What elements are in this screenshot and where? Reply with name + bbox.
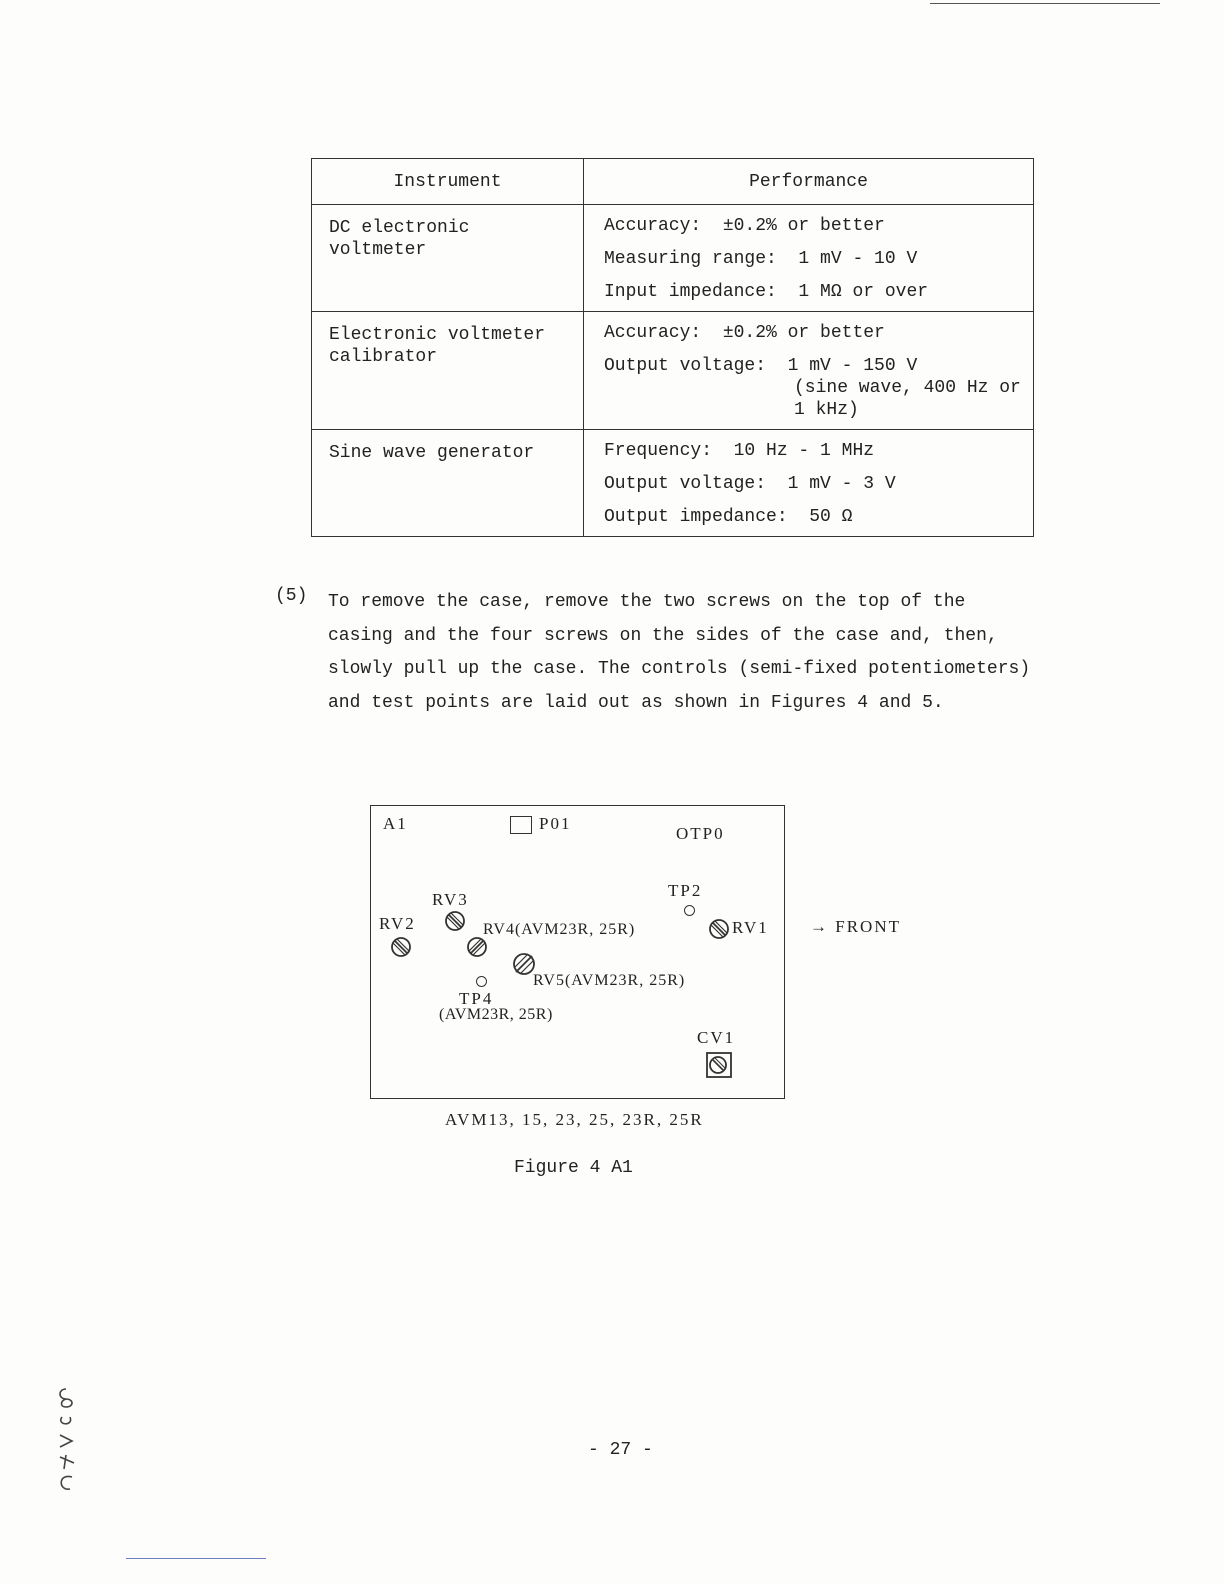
performance-continuation: (sine wave, 400 Hz or [794, 378, 1021, 398]
potentiometer-rv4-icon [466, 936, 488, 958]
connector-p01-icon [510, 816, 532, 834]
header-instrument: Instrument [312, 159, 584, 205]
label-tp4-note: (AVM23R, 25R) [439, 1006, 553, 1023]
header-performance: Performance [584, 159, 1034, 205]
performance-cell [584, 430, 1034, 537]
performance-line: Measuring range: 1 mV - 10 V [604, 249, 918, 269]
label-tp4: TP4 [459, 989, 494, 1008]
instrument-line: Electronic voltmeter [329, 325, 546, 345]
performance-line: Frequency: 10 Hz - 1 MHz [604, 441, 875, 461]
label-p01: P01 [539, 814, 572, 833]
performance-line: Accuracy: ±0.2% or better [604, 323, 885, 343]
table-header-row [312, 159, 1034, 205]
board-label: A1 [383, 814, 408, 833]
bottom-rule [126, 1558, 266, 1559]
testpoint-tp4-icon [476, 976, 487, 987]
label-rv3: RV3 [432, 890, 469, 909]
paragraph-line: casing and the four screws on the sides of the case and, then, [328, 625, 998, 646]
performance-cell [584, 312, 1034, 430]
figure-models: AVM13, 15, 23, 25, 23R, 25R [445, 1110, 704, 1129]
instrument-cell [312, 430, 584, 537]
instrument-cell [312, 312, 584, 430]
label-rv1: RV1 [732, 918, 769, 937]
board-diagram [370, 805, 785, 1099]
top-rule [930, 3, 1160, 4]
page-number: - 27 - [588, 1440, 653, 1460]
potentiometer-rv2-icon [390, 936, 412, 958]
performance-line: Output impedance: 50 Ω [604, 507, 853, 527]
label-rv4: RV4(AVM23R, 25R) [483, 921, 636, 938]
paragraph-line: and test points are laid out as shown in Figures 4 and 5. [328, 692, 944, 713]
performance-line: Output voltage: 1 mV - 150 V [604, 356, 918, 376]
figure-caption: Figure 4 A1 [514, 1158, 633, 1178]
testpoint-tp2-icon [684, 905, 695, 916]
performance-line: Input impedance: 1 MΩ or over [604, 282, 929, 302]
instrument-line: DC electronic [329, 218, 470, 238]
handwritten-margin-mark [52, 1385, 92, 1495]
label-tp0: TP0 [690, 824, 725, 843]
instrument-line: calibrator [329, 347, 438, 367]
performance-line: Accuracy: ±0.2% or better [604, 216, 885, 236]
testpoint-circle-icon: O [676, 824, 691, 843]
label-rv2: RV2 [379, 914, 416, 933]
paragraph-text [328, 586, 1078, 720]
performance-continuation: 1 kHz) [794, 400, 859, 420]
potentiometer-rv1-icon [708, 918, 730, 940]
instrument-table [311, 158, 1034, 537]
label-rv5: RV5(AVM23R, 25R) [533, 972, 686, 989]
trimmer-capacitor-cv1-icon [705, 1051, 733, 1079]
paragraph-line: To remove the case, remove the two screws on the top of the [328, 592, 966, 612]
front-direction-label: → FRONT [810, 917, 901, 936]
instrument-line: Sine wave generator [329, 443, 535, 463]
label-cv1: CV1 [697, 1028, 736, 1047]
table-row [312, 205, 1034, 312]
performance-cell [584, 205, 1034, 312]
potentiometer-rv3-icon [444, 910, 466, 932]
instrument-line: voltmeter [329, 240, 427, 260]
instrument-cell [312, 205, 584, 312]
performance-line: Output voltage: 1 mV - 3 V [604, 474, 896, 494]
testpoint-tp0 [676, 824, 725, 844]
table-row [312, 312, 1034, 430]
label-tp2: TP2 [668, 881, 703, 900]
table-row [312, 430, 1034, 537]
paragraph-line: slowly pull up the case. The controls (semi-fixed potentiometers) [328, 659, 1031, 679]
paragraph-number: (5) [275, 586, 308, 606]
